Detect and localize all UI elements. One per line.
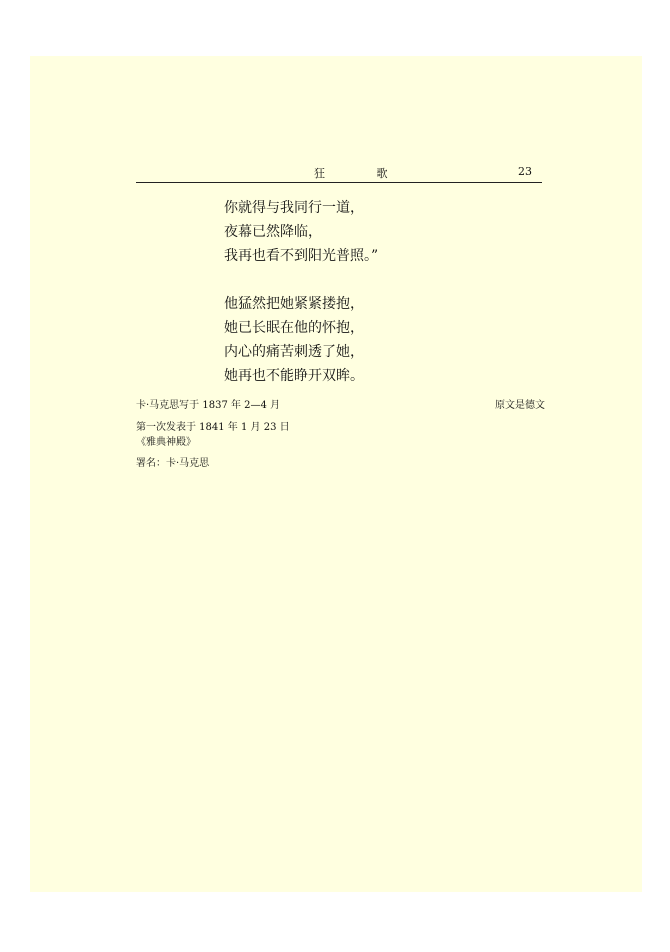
note-date-written: 卡·马克思写于 1837 年 2—4 月 [136,400,281,411]
page-header [136,162,542,183]
verse-line: 夜幕已然降临， [224,224,322,240]
verse-line: 她再也不能睁开双眸。 [224,368,364,384]
verse-line: 她已长眠在他的怀抱， [224,320,364,336]
note-journal: 《雅典神殿》 [136,437,196,448]
note-signature: 署名：卡·马克思 [136,458,210,469]
page-number: 23 [518,165,532,178]
verse-line: 你就得与我同行一道， [224,200,364,216]
poem-stanza-1 [224,196,378,268]
verse-line: 内心的痛苦刺透了她， [224,344,364,360]
verse-line: 我再也看不到阳光普照。” [224,248,379,264]
book-page [30,56,642,892]
poem-stanza-2 [224,292,364,388]
running-title: 狂 歌 [314,167,412,180]
verse-line: 他猛然把她紧紧搂抱， [224,296,364,312]
note-first-published: 第一次发表于 1841 年 1 月 23 日 [136,422,290,433]
note-original-language: 原文是德文 [495,400,545,411]
